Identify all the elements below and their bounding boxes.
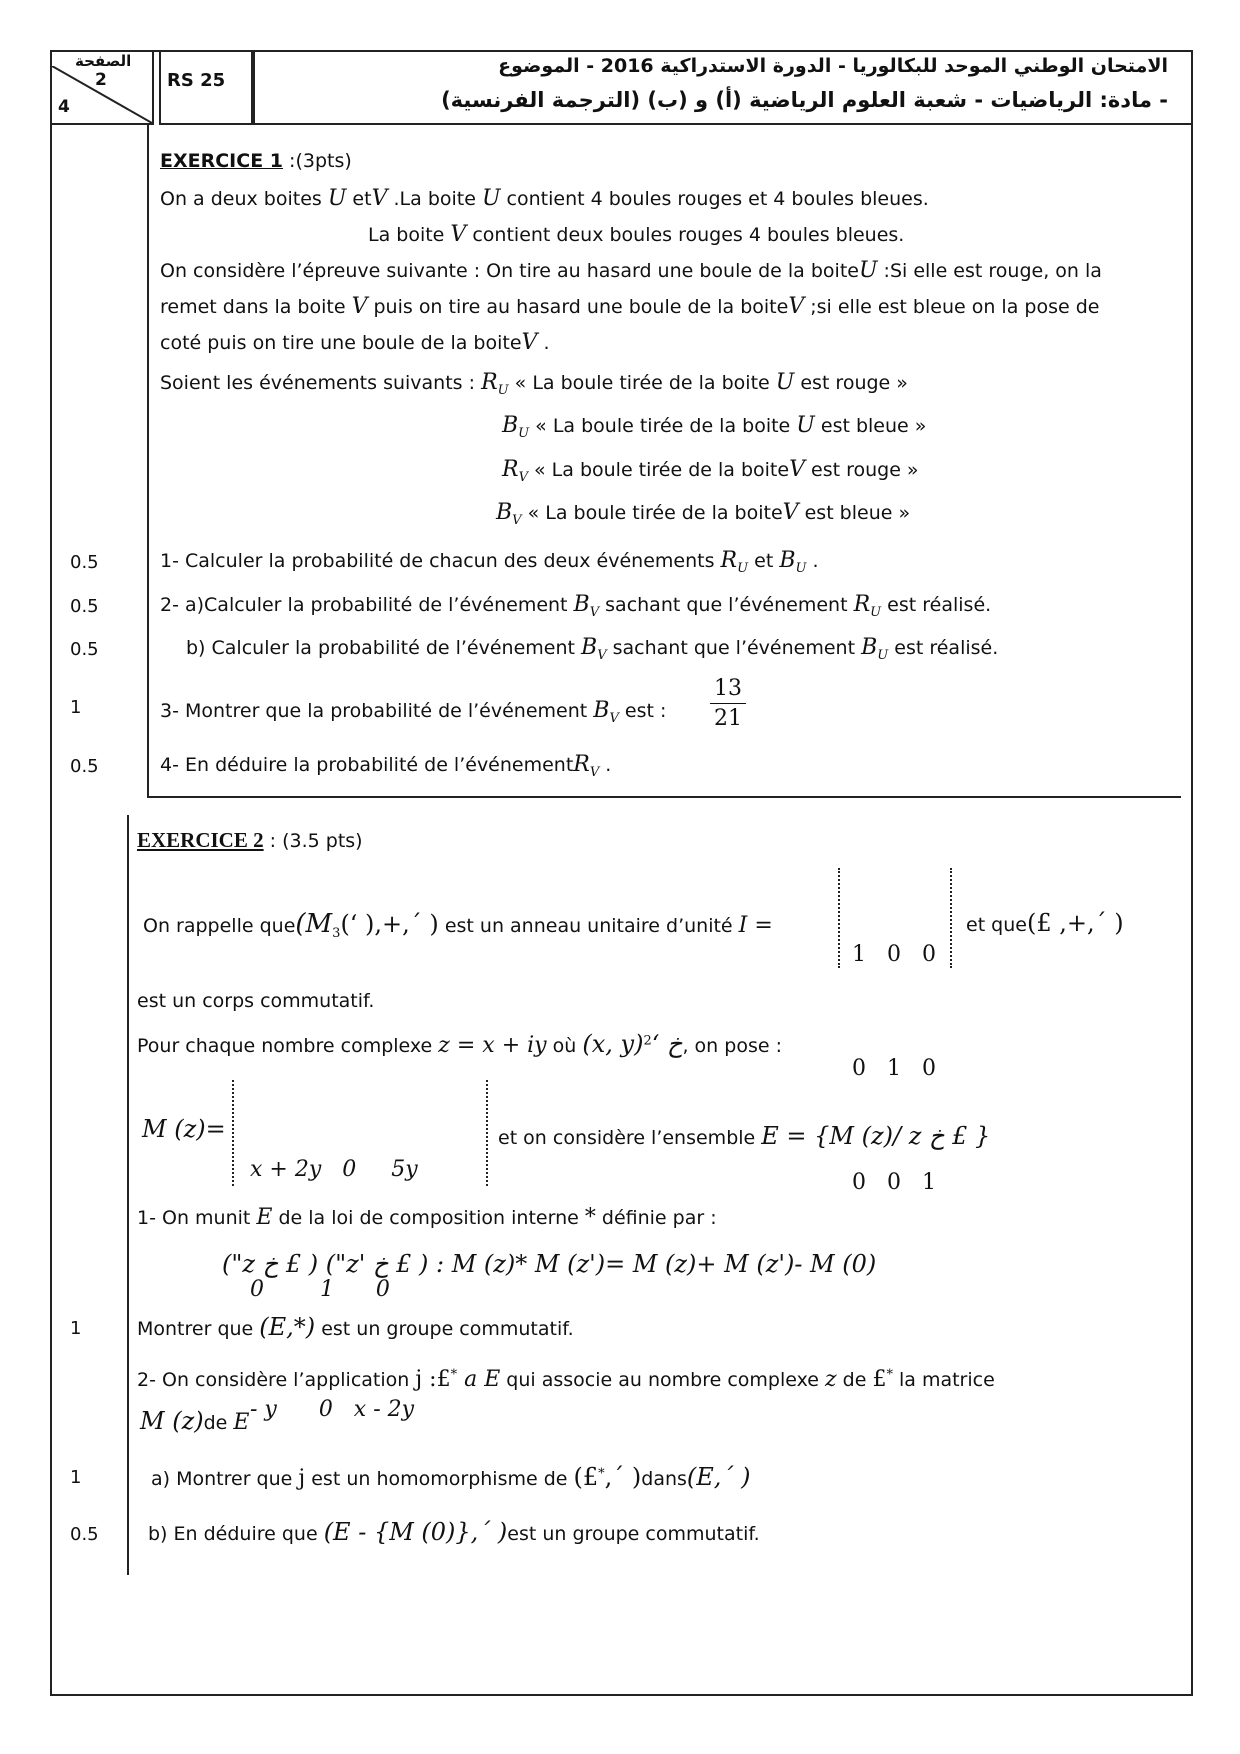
ex2-field-comm: est un corps commutatif. xyxy=(137,990,375,1012)
score-ex2-q1: 1 xyxy=(70,1318,82,1339)
ex2-q2b: b) En déduire que (E - {M (0)},´ )est un groupe commutatif. xyxy=(148,1518,760,1546)
event-bv: $B_V$ « La boule tirée de la boiteV est bleue » xyxy=(496,500,911,528)
score-q3: 1 xyxy=(70,697,82,718)
exam-code: RS 25 xyxy=(167,70,226,91)
ex1-q4: 4- En déduire la probabilité de l’événementR$_V$ . xyxy=(160,752,612,780)
ex1-margin-line xyxy=(147,125,149,797)
ex2-complex-def: Pour chaque nombre complexe z = x + iy où (x, y)خ ‘$^2$ , on pose : xyxy=(137,1030,782,1058)
fraction-denominator: 21 xyxy=(714,706,742,731)
score-ex2-q2a: 1 xyxy=(70,1467,82,1488)
ex2-q2-intro: 2- On considère l’application j :£* a E qui associe au nombre complexe z de £* la matrice xyxy=(137,1367,995,1392)
ex2-field: et que(£ ,+,´ ) xyxy=(966,909,1124,937)
ex2-q2-intro-cont: M (z)de E xyxy=(140,1407,250,1435)
fraction-13-21 xyxy=(710,676,746,731)
ex1-heading: EXERCICE 1 :(3pts) xyxy=(160,150,352,172)
ex1-line1: On a deux boites U etV .La boite U contient 4 boules rouges et 4 boules bleues. xyxy=(160,186,929,211)
ex2-heading: EXERCICE 2 : (3.5 pts) xyxy=(137,828,363,852)
ex1-q2a: 2- a)Calculer la probabilité de l’événement $B_V$ sachant que l’événement $R_U$ est réalisé. xyxy=(160,592,992,620)
matrix-mz-left-bracket xyxy=(232,1080,242,1186)
ex2-q1: Montrer que (E,*) est un groupe commutatif. xyxy=(137,1313,574,1341)
ex1-line5: coté puis on tire une boule de la boiteV . xyxy=(160,330,550,355)
matrix-body: 1 0 0 0 1 0 0 0 1 xyxy=(852,942,936,1195)
ex1-q1: 1- Calculer la probabilité de chacun des deux événements $R_U$ et $B_U$ . xyxy=(160,548,819,576)
ex1-line2: La boite V contient deux boules rouges 4 boules bleues. xyxy=(368,222,905,247)
event-bu: $B_U$ « La boule tirée de la boite U est bleue » xyxy=(502,413,927,441)
exam-title: الامتحان الوطني الموحد للبكالوريا - الدورة الاستدراكية 2016 - الموضوع xyxy=(498,55,1168,77)
fraction-numerator: 13 xyxy=(714,676,742,701)
ex2-set-def: et on considère l’ensemble E = {M (z)/ z خ £ } xyxy=(498,1122,991,1150)
score-q2b: 0.5 xyxy=(70,639,99,660)
ex2-q2a: a) Montrer que j est un homomorphisme de (£*,´ )dans(E,´ ) xyxy=(151,1463,751,1491)
ex2-law: ("z خ £ ) ("z' خ £ ) : M (z)* M (z')= M (z)+ M (z')- M (0) xyxy=(222,1250,877,1278)
ex2-margin-line xyxy=(127,815,129,1575)
matrix-right-bracket xyxy=(942,868,952,968)
matrix-left-bracket xyxy=(838,868,848,968)
score-q2a: 0.5 xyxy=(70,596,99,617)
ex1-line3: On considère l’épreuve suivante : On tire au hasard une boule de la boiteU :Si elle est rouge, on la xyxy=(160,258,1102,283)
event-ru: Soient les événements suivants : $R_U$ « La boule tirée de la boite U est rouge » xyxy=(160,370,908,398)
ex2-recall: On rappelle $que(M_3(‘$ ),+,´ ) est un anneau unitaire d’unité I = xyxy=(143,909,773,941)
page-number: 2 xyxy=(95,70,107,90)
score-ex2-q2b: 0.5 xyxy=(70,1524,99,1545)
ex2-q1-intro: 1- On munit E de la loi de composition interne * définie par : xyxy=(137,1205,717,1230)
ex1-line4: remet dans la boite V puis on tire au hasard une boule de la boiteV ;si elle est bleue on la pose de xyxy=(160,294,1100,319)
page-label: الصفحة xyxy=(75,52,132,70)
ex2-mz-label: M (z)= xyxy=(142,1115,226,1143)
event-rv: $R_V$ « La boule tirée de la boiteV est rouge » xyxy=(502,457,919,485)
ex1-q2b: b) Calculer la probabilité de l’événement $B_V$ sachant que l’événement $B_U$ est réalisé. xyxy=(186,635,999,663)
ex1-bottom-line xyxy=(147,796,1181,798)
matrix-mz-body: x + 2y 0 5y 0 1 0 - y 0 x - 2y xyxy=(250,1157,418,1422)
matrix-mz-right-bracket xyxy=(478,1080,488,1186)
exam-subject: - مادة: الرياضيات - شعبة العلوم الرياضية (أ) و (ب) (الترجمة الفرنسية) xyxy=(441,88,1168,112)
score-q4: 0.5 xyxy=(70,756,99,777)
ex1-q3: 3- Montrer que la probabilité de l’événement $B_V$ est : xyxy=(160,698,667,726)
page-total: 4 xyxy=(58,97,70,117)
score-q1: 0.5 xyxy=(70,552,99,573)
